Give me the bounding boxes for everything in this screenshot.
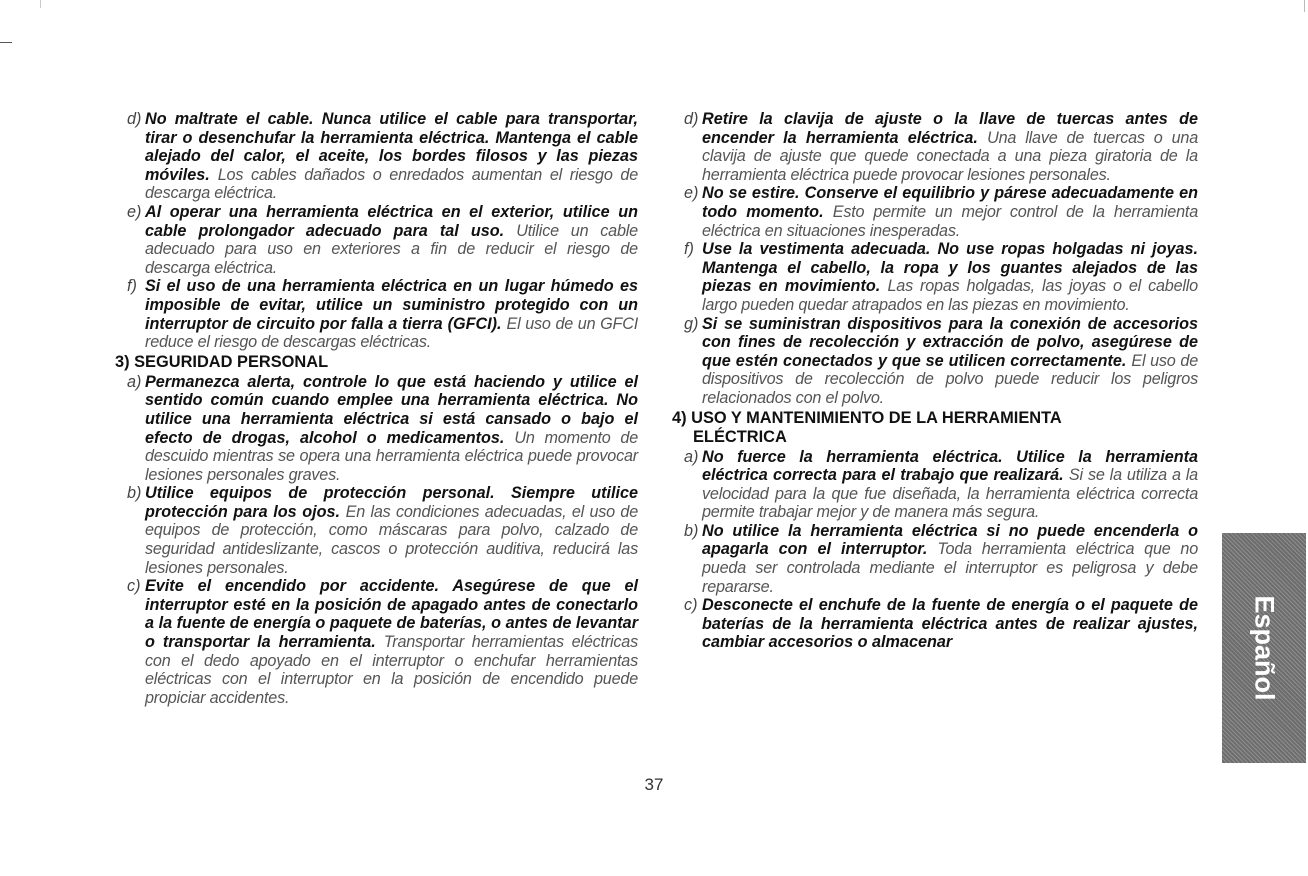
margin-dash xyxy=(0,42,12,43)
item-letter: a) xyxy=(684,447,699,466)
item-body-text: Un momento de descuido mientras se opera una herramienta eléctrica puede provocar lesiones personales graves. xyxy=(145,428,638,484)
item-bold-text: Si el uso de una herramienta eléctrica en un lugar húmedo es imposible de evitar, utilice un suministro protegido con un interruptor de circuito por falla a tierra (GFCI). xyxy=(145,277,638,333)
edge-mark-right xyxy=(1304,0,1305,12)
item-body-text: Utilice un cable adecuado para uso en exteriores a fin de reducir el riesgo de descarga eléctrica. xyxy=(145,221,638,277)
item-body-text: El uso de un GFCI reduce el riesgo de descargas eléctricas. xyxy=(145,314,638,352)
section-heading-line: 4) USO Y MANTENIMIENTO DE LA HERRAMIENTA xyxy=(672,408,1062,427)
list-item xyxy=(672,110,1198,184)
right-column xyxy=(672,110,1198,652)
page-number: 37 xyxy=(644,775,664,794)
item-bold-text: Use la vestimenta adecuada. No use ropas holgadas ni joyas. Mantenga el cabello, la ropa y los guantes alejados de las piezas en movimiento. xyxy=(702,240,1198,296)
list-item xyxy=(672,184,1198,240)
item-letter: c) xyxy=(127,577,141,596)
item-letter: a) xyxy=(127,372,142,391)
list-item xyxy=(672,315,1198,408)
item-letter: d) xyxy=(127,110,142,128)
item-body-text: El uso de dispositivos de recolección de polvo puede reducir los peligros relacionados con el polvo. xyxy=(702,351,1198,407)
item-body-text: En las condiciones adecuadas, el uso de equipos de protección, como máscaras para polvo, calzado de seguridad antideslizante, cascos o protección auditiva, reducirá las lesiones personales. xyxy=(145,502,638,577)
language-tab xyxy=(1222,533,1306,763)
item-letter: g) xyxy=(684,314,699,333)
item-body-text: Si se la utiliza a la velocidad para la que fue diseñada, la herramienta eléctrica correcta permite trabajar mejor y de manera más segura. xyxy=(702,466,1198,522)
language-tab-label: Español xyxy=(1249,595,1280,701)
list-item xyxy=(672,522,1198,596)
item-letter: e) xyxy=(127,202,142,221)
item-letter: f) xyxy=(127,277,137,296)
section-heading xyxy=(672,409,1198,447)
item-bold-text: Retire la clavija de ajuste o la llave de tuercas antes de encender la herramienta eléctrica. xyxy=(702,110,1198,147)
left-column xyxy=(115,110,638,707)
section-heading-line: ELÉCTRICA xyxy=(693,427,787,446)
item-body-text: Transportar herramientas eléctricas con el dedo apoyado en el interruptor o enchufar herramientas eléctricas con el interruptor en la posición de encendido puede propiciar accidentes. xyxy=(145,633,638,707)
list-item xyxy=(672,240,1198,314)
list-item xyxy=(115,277,638,351)
item-bold-text: Utilice equipos de protección personal. Siempre utilice protección para los ojos. xyxy=(145,484,638,521)
list-item xyxy=(672,448,1198,522)
item-letter: b) xyxy=(684,521,699,540)
list-item xyxy=(115,577,638,707)
item-body-text: Esto permite un mejor control de la herramienta eléctrica en situaciones inesperadas. xyxy=(702,202,1198,240)
section-heading: 3) SEGURIDAD PERSONAL xyxy=(115,352,329,371)
item-bold-text: Evite el encendido por accidente. Asegúrese de que el interruptor esté en la posición de apagado antes de conectarlo a la fuente de energía o paquete de baterías, o antes de levantar o transportar la herramienta. xyxy=(145,577,638,652)
item-letter: e) xyxy=(684,184,699,203)
edge-mark-left xyxy=(40,0,41,8)
list-item xyxy=(115,110,638,203)
item-bold-text: No fuerce la herramienta eléctrica. Utilice la herramienta eléctrica correcta para el trabajo que realizará. xyxy=(702,447,1198,485)
list-item xyxy=(115,203,638,277)
item-body-text: Las ropas holgadas, las joyas o el cabello largo pueden quedar atrapados en las piezas en movimiento. xyxy=(702,277,1198,314)
item-letter: b) xyxy=(127,484,142,503)
item-bold-text: Permanezca alerta, controle lo que está haciendo y utilice el sentido común cuando emplee una herramienta eléctrica. No utilice una herramienta eléctrica si está cansado o bajo el efecto de drogas, alcohol o medicamentos. xyxy=(145,372,638,447)
item-bold-text: No maltrate el cable. Nunca utilice el cable para transportar, tirar o desenchufar la herramienta eléctrica. Mantenga el cable alejado del calor, el aceite, los bordes filosos y las piezas móviles. xyxy=(145,110,638,184)
item-body-text: Los cables dañados o enredados aumentan el riesgo de descarga eléctrica. xyxy=(145,165,638,203)
item-body-text: Una llave de tuercas o una clavija de ajuste que quede conectada a una pieza giratoria de la herramienta eléctrica puede provocar lesiones personales. xyxy=(702,128,1199,184)
list-item xyxy=(115,373,638,485)
item-bold-text: No se estire. Conserve el equilibrio y párese adecuadamente en todo momento. xyxy=(702,184,1198,221)
item-bold-text: Si se suministran dispositivos para la conexión de accesorios con fines de recolección y extracción de polvo, asegúrese de que estén conectados y que se utilicen correctamente. xyxy=(702,314,1198,370)
list-item xyxy=(115,484,638,577)
item-body-text: Toda herramienta eléctrica que no pueda ser controlada mediante el interruptor es peligrosa y debe repararse. xyxy=(702,540,1198,596)
item-letter: f) xyxy=(684,240,694,259)
item-letter: d) xyxy=(684,110,699,128)
item-letter: c) xyxy=(684,596,698,615)
item-bold-text: No utilice la herramienta eléctrica si no puede encenderla o apagarla con el interruptor. xyxy=(702,521,1198,559)
item-bold-text: Desconecte el enchufe de la fuente de energía o el paquete de baterías de la herramienta eléctrica antes de realizar ajustes, cambiar accesorios o almacenar xyxy=(702,596,1198,652)
item-bold-text: Al operar una herramienta eléctrica en el exterior, utilice un cable prolongador adecuado para tal uso. xyxy=(145,202,638,240)
list-item xyxy=(672,596,1198,652)
